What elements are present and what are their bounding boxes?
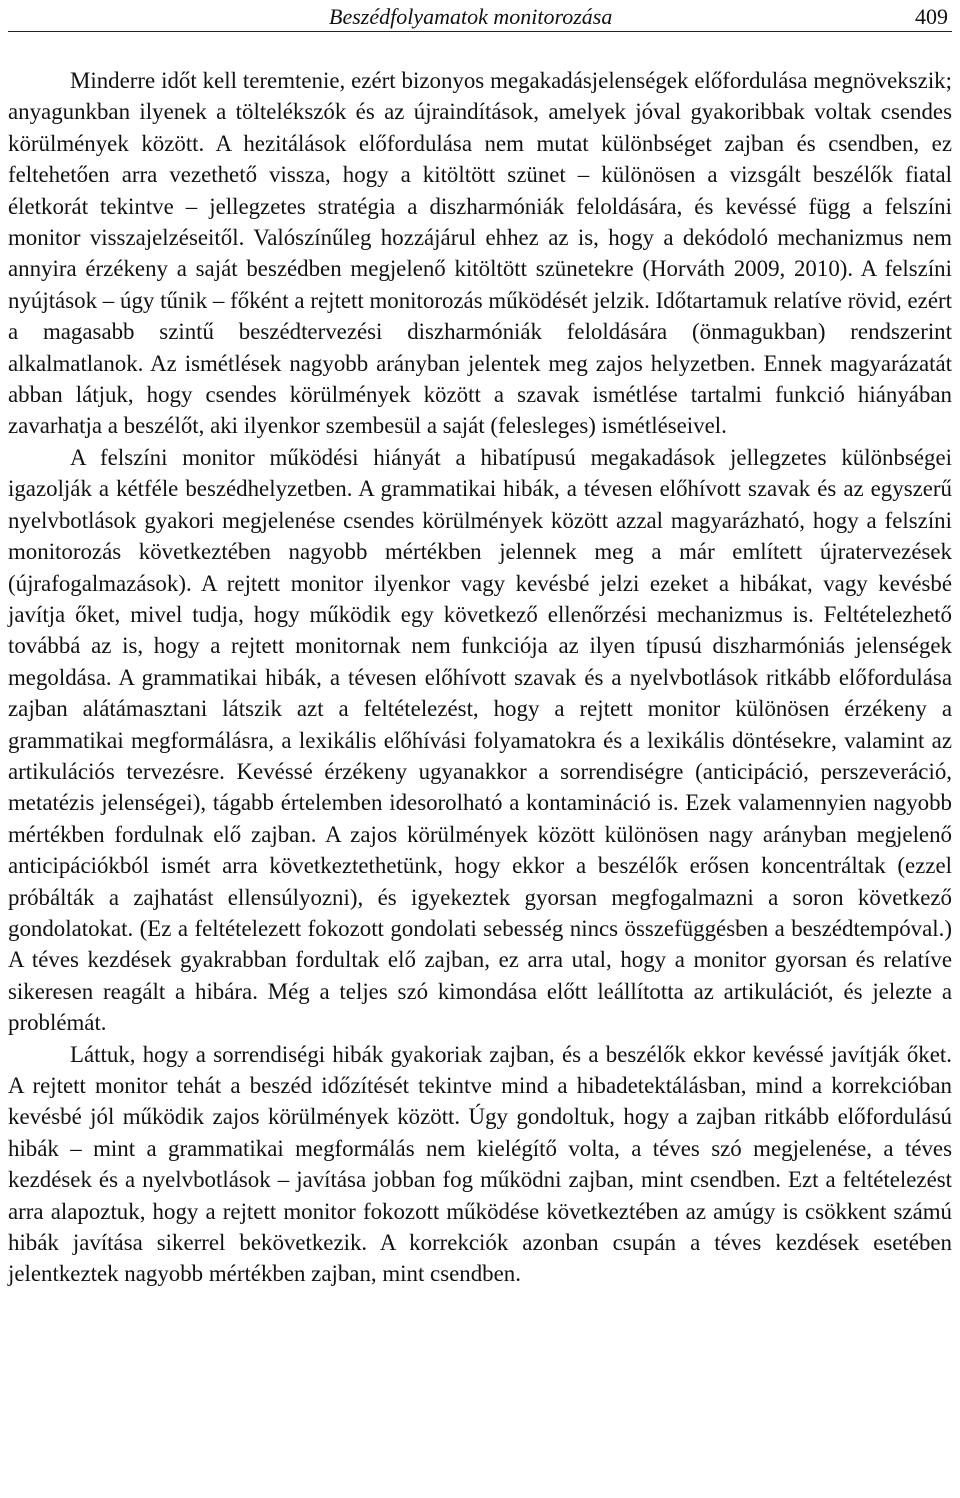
paragraph: Minderre időt kell teremtenie, ezért bizonyos megakadásjelenségek előfordulása megnövekszik; anyagunkban ilyenek a töltelékszók és az újraindítások, amelyek jóval gyakoribbak voltak csendes körülmények között. A hezitálások előfordulása nem mutat különbséget zajban és csendben, ez feltehetően arra vezethető vissza, hogy a kitöltött szünet – különösen a vizsgált beszélők fiatal életkorát tekintve – jellegzetes stratégia a diszharmóniák feloldására, és kevéssé függ a felszíni monitor visszajelzéseitől. Valószínűleg hozzájárul ehhez az is, hogy a dekódoló mechanizmus nem annyira érzékeny a saját beszédben megjelenő kitöltött szünetekre (Horváth 2009, 2010). A felszíni nyújtások – úgy tűnik – főként a rejtett monitorozás működését jelzik. Időtartamuk relatíve rövid, ezért a magasabb szintű beszédtervezési diszharmóniák feloldására (önmagukban) rendszerint alkalmatlanok. Az ismétlések nagyobb arányban jelentek meg zajos helyzetben. Ennek magyarázatát abban látjuk, hogy csendes körülmények között a szavak ismétlése tartalmi funkció hiányában zavarhatja a beszélőt, aki ilyenkor szembesül a saját (felesleges) ismétléseivel. xyxy=(8,68,952,439)
paragraph: Láttuk, hogy a sorrendiségi hibák gyakoriak zajban, és a beszélők ekkor kevéssé javítják őket. A rejtett monitor tehát a beszéd időzítését tekintve mind a hibadetektálásban, mind a korrekcióban kevésbé jól működik zajos körülmények között. Úgy gondoltuk, hogy a zajban ritkább előfordulású hibák – mint a grammatikai megformálás nem kielégítő volta, a téves szó megjelenése, a téves kezdések és a nyelvbotlások – javítása jobban fog működni zajban, mint csendben. Ezt a feltételezést arra alapoztuk, hogy a rejtett monitor fokozott működése következtében az amúgy is csökkent számú hibák javítása sikerrel bekövetkezik. A korrekciók azonban csupán a téves kezdések esetében jelentkeztek nagyobb mértékben zajban, mint csendben. xyxy=(8,1041,952,1287)
running-header xyxy=(8,0,952,32)
page-number: 409 xyxy=(915,4,948,29)
book-page xyxy=(8,0,952,1290)
running-title: Beszédfolyamatok monitorozása xyxy=(329,4,613,29)
body-text xyxy=(8,65,952,1290)
paragraph: A felszíni monitor működési hiányát a hibatípusú megakadások jellegzetes különbségei igazolják a kétféle beszédhelyzetben. A grammatikai hibák, a tévesen előhívott szavak és az egyszerű nyelvbotlások gyakori megjelenése csendes körülmények között azzal magyarázható, hogy a felszíni monitorozás következtében nagyobb mértékben jelennek meg a már említett újratervezések (újrafogalmazások). A rejtett monitor ilyenkor vagy kevésbé jelzi ezeket a hibákat, vagy kevésbé javítja őket, mivel tudja, hogy működik egy következő ellenőrzési mechanizmus is. Feltételezhető továbbá az is, hogy a rejtett monitornak nem funkciója az ilyen típusú diszharmóniás jelenségek megoldása. A grammatikai hibák, a tévesen előhívott szavak és a nyelvbotlások ritkább előfordulása zajban alátámasztani látszik azt a feltételezést, hogy a rejtett monitor különösen érzékeny a grammatikai megformálásra, a lexikális előhívási folyamatokra és a lexikális döntésekre, valamint az artikulációs tervezésre. Kevéssé érzékeny ugyanakkor a sorrendiségre (anticipáció, perszeveráció, metatézis jelenségei), tágabb értelemben idesorolható a kontamináció is. Ezek valamennyien nagyobb mértékben fordulnak elő zajban. A zajos körülmények között különösen nagy arányban megjelenő anticipációkból ismét arra következtethetünk, hogy ekkor a beszélők erősen koncentráltak (ezzel próbálták a zajhatást ellensúlyozni), és igyekeztek gyorsan megfogalmazni a soron következő gondolatokat. (Ez a feltételezett fokozott gondolati sebesség nincs összefüggésben a beszédtempóval.) A téves kezdések gyakrabban fordultak elő zajban, ez arra utal, hogy a monitor gyorsan és relatíve sikeresen reagált a hibára. Még a teljes szó kimondása előtt leállította az artikulációt, és jelezte a problémát. xyxy=(8,444,952,1036)
